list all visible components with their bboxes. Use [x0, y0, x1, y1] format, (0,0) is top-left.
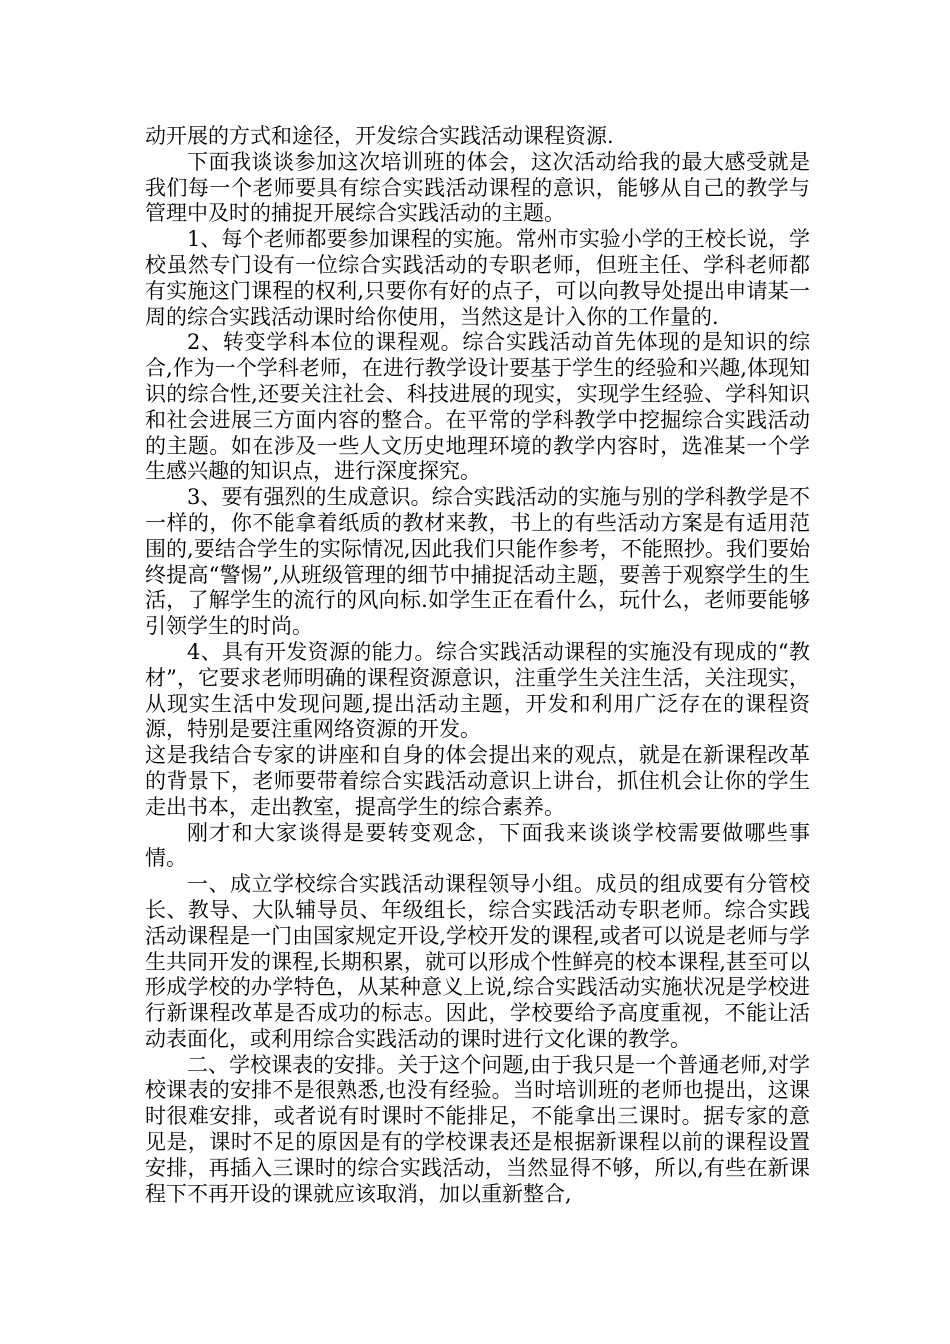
paragraph-8: 刚才和大家谈得是要转变观念，下面我来谈谈学校需要做哪些事情。	[145, 820, 810, 871]
paragraph-7: 这是我结合专家的讲座和自身的体会提出来的观点，就是在新课程改革的背景下，老师要带着综合实践活动意识上讲台，抓住机会让你的学生走出书本，走出教室，提高学生的综合素养。	[145, 743, 810, 819]
paragraph-10: 二、学校课表的安排。关于这个问题,由于我只是一个普通老师,对学校课表的安排不是很熟悉,也没有经验。当时培训班的老师也提出，这课时很难安排，或者说有时课时不能排足，不能拿出三课时。据专家的意见是，课时不足的原因是有的学校课表还是根据新课程以前的课程设置安排，再插入三课时的综合实践活动，当然显得不够，所以,有些在新课程下不再开设的课就应该取消，加以重新整合,	[145, 1052, 810, 1206]
paragraph-3: 1、每个老师都要参加课程的实施。常州市实验小学的王校长说，学校虽然专门设有一位综合实践活动的专职老师，但班主任、学科老师都有实施这门课程的权利,只要你有好的点子，可以向教导处提出申请某一周的综合实践活动课时给你使用，当然这是计入你的工作量的.	[145, 227, 810, 329]
paragraph-1: 动开展的方式和途径，开发综合实践活动课程资源.	[145, 124, 614, 148]
paragraph-2: 下面我谈谈参加这次培训班的体会，这次活动给我的最大感受就是我们每一个老师要具有综合实践活动课程的意识，能够从自己的教学与管理中及时的捕捉开展综合实践活动的主题。	[145, 149, 810, 226]
document-page	[145, 124, 810, 1207]
paragraph-5: 3、要有强烈的生成意识。综合实践活动的实施与别的学科教学是不一样的，你不能拿着纸质的教材来教，书上的有些活动方案是有适用范围的,要结合学生的实际情况,因此我们只能作参考，不能照抄。我们要始终提高“警惕”,从班级管理的细节中捕捉活动主题，要善于观察学生的生活，了解学生的流行的风向标.如学生正在看什么，玩什么，老师要能够引领学生的时尚。	[145, 485, 810, 639]
paragraph-9: 一、成立学校综合实践活动课程领导小组。成员的组成要有分管校长、教导、大队辅导员、年级组长，综合实践活动专职老师。综合实践活动课程是一门由国家规定开设,学校开发的课程,或者可以说是老师与学生共同开发的课程,长期积累，就可以形成个性鲜亮的校本课程,甚至可以形成学校的办学特色，从某种意义上说,综合实践活动实施状况是学校进行新课程改革是否成功的标志。因此，学校要给予高度重视，不能让活动表面化，或利用综合实践活动的课时进行文化课的教学。	[145, 872, 810, 1051]
paragraph-4: 2、转变学科本位的课程观。综合实践活动首先体现的是知识的综合,作为一个学科老师，在进行教学设计要基于学生的经验和兴趣,体现知识的综合性,还要关注社会、科技进展的现实，实现学生经验、学科知识和社会进展三方面内容的整合。在平常的学科教学中挖掘综合实践活动的主题。如在涉及一些人文历史地理环境的教学内容时，选准某一个学生感兴趣的知识点，进行深度探究。	[145, 330, 810, 484]
paragraph-6: 4、具有开发资源的能力。综合实践活动课程的实施没有现成的“教材”，它要求老师明确的课程资源意识，注重学生关注生活，关注现实，从现实生活中发现问题,提出活动主题，开发和利用广泛存在的课程资源，特别是要注重网络资源的开发。	[145, 639, 810, 742]
